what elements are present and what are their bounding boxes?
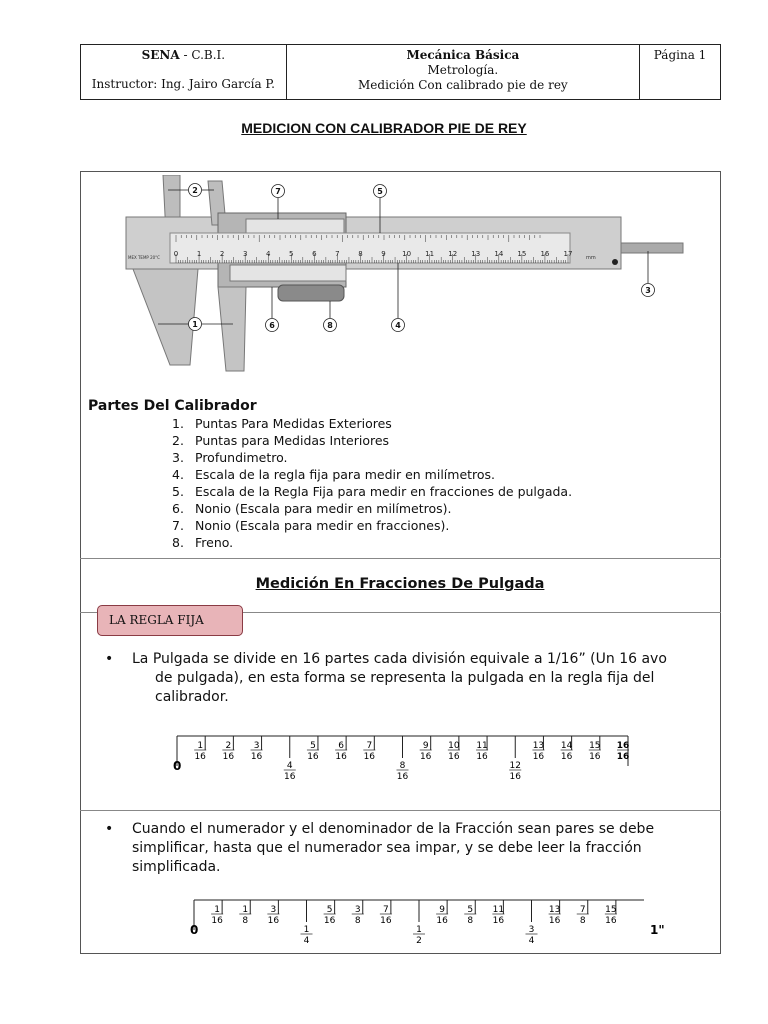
- parts-item: 2. Puntas para Medidas Interiores: [172, 433, 390, 448]
- fraction-denominator: 16: [509, 772, 521, 782]
- fraction-numerator: 3: [528, 925, 535, 935]
- fraction-numerator: 16: [616, 741, 630, 751]
- callout-number: 8: [327, 321, 333, 330]
- mm-scale-number: 14: [494, 250, 504, 258]
- fraction-denominator: 16: [616, 752, 630, 762]
- parts-item: 7. Nonio (Escala para medir en fracciones).: [172, 518, 450, 533]
- mm-scale-number: 15: [517, 250, 527, 258]
- fraction-denominator: 16: [323, 916, 336, 926]
- header-topic: Medición Con calibrado pie de rey: [358, 78, 568, 92]
- fraction-numerator: 11: [492, 905, 505, 915]
- fraction-denominator: 4: [303, 936, 310, 946]
- mm-scale-number: 1: [196, 250, 202, 258]
- fraction-denominator: 16: [448, 752, 460, 762]
- fraction-denominator: 8: [354, 916, 361, 926]
- section-divider: [80, 810, 721, 811]
- parts-item: 3. Profundimetro.: [172, 450, 288, 465]
- fraction-numerator: 8: [399, 761, 406, 771]
- fraction-denominator: 16: [548, 916, 561, 926]
- fraction-numerator: 5: [310, 741, 316, 751]
- parts-item: 4. Escala de la regla fija para medir en milímetros.: [172, 467, 496, 482]
- header-instructor: Instructor: Ing. Jairo García P.: [91, 77, 275, 91]
- mm-scale-number: 11: [425, 250, 435, 258]
- fraction-numerator: 15: [589, 741, 601, 751]
- mm-scale-number: 9: [381, 250, 386, 258]
- fraction-denominator: 16: [284, 772, 296, 782]
- fraction-numerator: 3: [270, 905, 277, 915]
- fraction-numerator: 1: [303, 925, 310, 935]
- fraction-denominator: 16: [476, 752, 488, 762]
- fraction-denominator: 16: [267, 916, 280, 926]
- regla-fija-badge: LA REGLA FIJA: [97, 605, 243, 636]
- header-org-rest: - C.B.I.: [179, 48, 226, 62]
- fraction-numerator: 13: [548, 905, 561, 915]
- fraction-numerator: 12: [509, 761, 521, 771]
- mm-scale-number: 8: [358, 250, 363, 258]
- fraction-numerator: 9: [439, 905, 445, 915]
- fraction-numerator: 13: [532, 741, 545, 751]
- brand-label: MEX TEMP 20°C: [128, 255, 160, 260]
- mm-scale-number: 7: [335, 250, 340, 258]
- header-course: Mecánica Básica: [406, 48, 520, 62]
- fraction-numerator: 14: [560, 741, 573, 751]
- ruler-start-label: 0: [173, 759, 182, 773]
- caliper-diagram: [118, 175, 688, 395]
- fraction-numerator: 7: [579, 905, 586, 915]
- fraction-denominator: 16: [492, 916, 505, 926]
- mm-scale-number: 2: [219, 250, 225, 258]
- section-title: Medición En Fracciones De Pulgada: [255, 576, 545, 592]
- fraction-denominator: 16: [396, 772, 409, 782]
- fraction-denominator: 4: [528, 936, 535, 946]
- fraction-numerator: 1: [242, 905, 249, 915]
- parts-item: 5. Escala de la Regla Fija para medir en fracciones de pulgada.: [172, 484, 573, 499]
- paragraph-1-line-2: de pulgada), en esta forma se representa la pulgada en la regla fija del calibrador.: [155, 670, 655, 705]
- fraction-numerator: 7: [366, 741, 373, 751]
- fraction-denominator: 8: [242, 916, 249, 926]
- ruler-start-label: 0: [190, 923, 199, 937]
- fraction-denominator: 16: [589, 752, 601, 762]
- fraction-denominator: 8: [467, 916, 474, 926]
- parts-item: 6. Nonio (Escala para medir en milímetros).: [172, 501, 452, 516]
- fraction-numerator: 3: [354, 905, 361, 915]
- fraction-denominator: 16: [194, 752, 206, 762]
- fraction-numerator: 11: [476, 741, 488, 751]
- bullet-icon: •: [105, 651, 114, 667]
- ruler-end-label: 1": [650, 923, 665, 937]
- mm-scale-number: 4: [266, 250, 271, 258]
- header-course-cell: [286, 45, 639, 100]
- fraction-denominator: 16: [419, 752, 432, 762]
- fraction-numerator: 2: [225, 741, 232, 751]
- mm-scale-number: 5: [289, 250, 294, 258]
- unit-label: mm: [586, 255, 596, 261]
- fraction-denominator: 16: [605, 916, 617, 926]
- callout-number: 3: [645, 286, 651, 295]
- fraction-denominator: 16: [307, 752, 319, 762]
- callout-number: 5: [377, 187, 383, 196]
- fraction-numerator: 1: [214, 905, 220, 915]
- fraction-numerator: 4: [286, 761, 293, 771]
- parts-list: [172, 415, 572, 551]
- fraction-numerator: 9: [422, 741, 429, 751]
- fraction-denominator: 16: [222, 752, 235, 762]
- header-subject: Metrología.: [427, 63, 499, 77]
- paragraph-2-text: Cuando el numerador y el denominador de la Fracción sean pares se debe simplificar, hasta que el numerador sea impar, y se debe leer la fracción simplificada.: [132, 821, 655, 875]
- fraction-denominator: 16: [560, 752, 573, 762]
- fraction-denominator: 16: [436, 916, 448, 926]
- fraction-numerator: 7: [383, 905, 389, 915]
- fraction-denominator: 8: [579, 916, 586, 926]
- fraction-denominator: 16: [335, 752, 347, 762]
- mm-scale-number: 12: [448, 250, 458, 258]
- fraction-numerator: 5: [326, 905, 333, 915]
- header-page: Página 1: [640, 45, 721, 100]
- callout-number: 4: [395, 321, 401, 330]
- mm-scale-number: 3: [242, 250, 248, 258]
- fraction-numerator: 3: [253, 741, 260, 751]
- fraction-denominator: 16: [250, 752, 263, 762]
- mm-scale-number: 6: [312, 250, 317, 258]
- fraction-denominator: 16: [532, 752, 545, 762]
- fraction-denominator: 2: [416, 936, 422, 946]
- ruler-simplified: [180, 896, 680, 956]
- fraction-numerator: 1: [197, 741, 204, 751]
- fraction-denominator: 16: [380, 916, 392, 926]
- fraction-denominator: 16: [363, 752, 376, 762]
- parts-title: Partes Del Calibrador: [88, 398, 257, 414]
- mm-scale-number: 0: [173, 250, 179, 258]
- page-title: MEDICION CON CALIBRADOR PIE DE REY: [241, 120, 527, 136]
- header-table: [80, 44, 721, 100]
- paragraph-2: [105, 820, 707, 877]
- fraction-numerator: 1: [416, 925, 422, 935]
- mm-scale-number: 13: [471, 250, 481, 258]
- header-org-cell: [81, 45, 287, 100]
- bullet-icon: •: [105, 821, 114, 837]
- paragraph-1: [105, 650, 702, 707]
- mm-scale-number: 17: [563, 250, 573, 258]
- fraction-denominator: 16: [211, 916, 223, 926]
- callout-number: 1: [192, 320, 198, 329]
- ruler-sixteenths: [160, 730, 650, 792]
- fraction-numerator: 15: [605, 905, 617, 915]
- callout-number: 7: [275, 187, 281, 196]
- mm-scale-number: 16: [540, 250, 550, 258]
- fraction-numerator: 10: [448, 741, 460, 751]
- paragraph-1-line-1: La Pulgada se divide en 16 partes cada división equivale a 1/16” (Un 16 avo: [132, 651, 667, 667]
- caliper-body: [126, 175, 683, 371]
- section-divider: [80, 558, 721, 559]
- header-org: SENA: [141, 48, 180, 62]
- fraction-numerator: 6: [338, 741, 344, 751]
- callout-number: 2: [192, 186, 198, 195]
- fraction-numerator: 5: [467, 905, 474, 915]
- callout-number: 6: [269, 321, 275, 330]
- mm-scale-number: 10: [402, 250, 412, 258]
- parts-item: 1. Puntas Para Medidas Exteriores: [172, 416, 392, 431]
- parts-item: 8. Freno.: [172, 535, 234, 550]
